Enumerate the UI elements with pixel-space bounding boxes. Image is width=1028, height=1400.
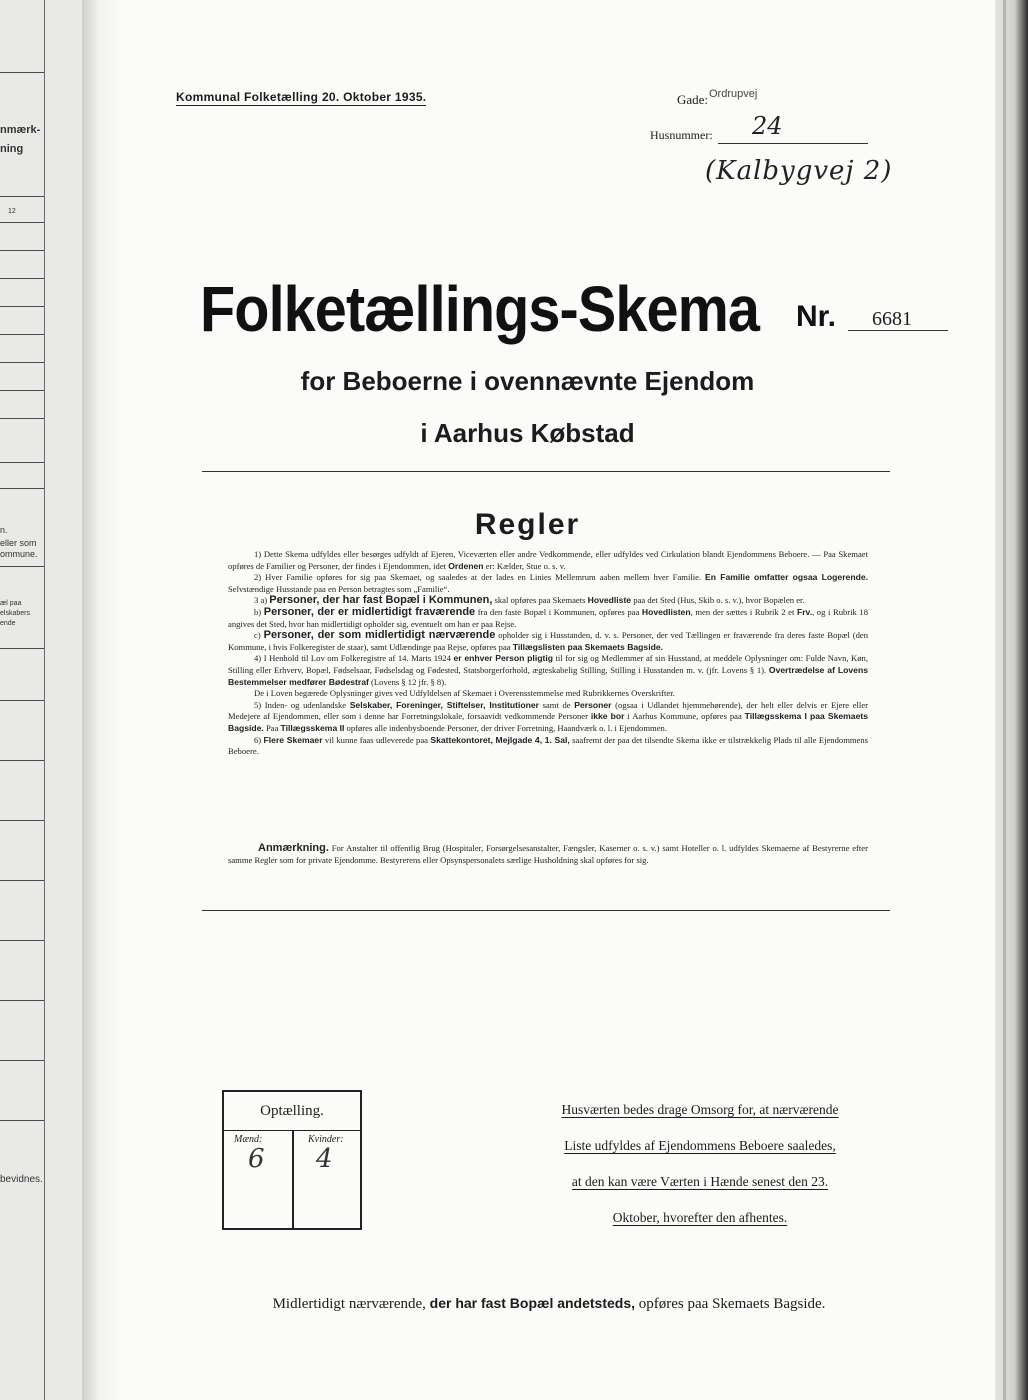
rule-3b: b) Personer, der er midlertidigt fraværende fra den faste Bopæl i Kommunen, opføres paa Hovedlisten, men der sættes i Rubrik 2 et Frv., og i Rubrik 18 angives det Sted, hvor han midlertidigt opholder sig, eventuelt om han er paa Rejse. xyxy=(228,605,869,629)
left-page-rule xyxy=(0,334,44,335)
left-page-rule xyxy=(0,222,44,223)
form-subtitle-city: i Aarhus Købstad xyxy=(420,418,635,448)
form-title: Folketællings-Skema xyxy=(200,273,760,345)
left-page-text: n. xyxy=(0,525,8,535)
handwritten-note: (Kalbygvej 2) xyxy=(705,156,893,186)
left-page-rule xyxy=(0,390,44,391)
left-page-text: ning xyxy=(0,143,24,155)
divider-rule xyxy=(202,471,890,472)
count-box xyxy=(222,1090,362,1230)
left-page-text: elskabers xyxy=(0,610,30,617)
count-title: Optælling. xyxy=(224,1092,360,1131)
left-page-rule xyxy=(0,306,44,307)
rule-4: 4) I Henhold til Lov om Folkeregistre af 14. Marts 1924 er enhver Person pligtig til for sig og Medlemmer af sin Husstand, at meddele Oplysninger om: Fulde Navn, Køn, Stilling eller Erhverv, Bopæl, Fødselsaar, Fødselsdag og Fødested, Statsborgerforhold, ægteskabelig Stilling, Stilling i Husstanden m. v. (jfr. Lovens § 1). Overtrædelse af Lovens Bestemmelser medfører Bødestraf (Lovens § 12 jfr. § 8). xyxy=(228,653,869,687)
left-page-rule xyxy=(0,700,44,701)
remark-text: Anmærkning. For Anstalter til offentlig Brug (Hospitaler, Forsørgelsesanstalter, Fængsler, Kaserner o. s. v.) samt Hoteller o. l. udfyldes Skemaerne af Bestyrerne efter samme Regler som for private Ejendomme. Bestyrerens eller Opsynspersonalets særlige Husholdning skal opføres for sig. xyxy=(228,842,868,865)
husnummer-label: Husnummer: xyxy=(650,128,713,142)
count-men-value: 6 xyxy=(248,1144,265,1174)
census-form-page xyxy=(120,0,995,1400)
form-number-value: 6681 xyxy=(872,308,912,330)
instruction-line: at den kan være Værten i Hænde senest den 23. xyxy=(571,1174,829,1189)
left-page-rule xyxy=(0,648,44,649)
left-page-rule xyxy=(0,566,44,567)
rules-heading: Regler xyxy=(474,508,581,541)
left-page-rule xyxy=(0,362,44,363)
divider-rule xyxy=(202,910,890,911)
left-page-rule xyxy=(0,278,44,279)
left-page-fragment xyxy=(0,0,82,1400)
count-women-value: 4 xyxy=(316,1144,333,1174)
rules-text xyxy=(228,549,868,758)
left-page-rule xyxy=(0,72,44,73)
count-men-label: Mænd: xyxy=(234,1134,263,1145)
rule-2: 2) Hver Familie opføres for sig paa Skemaet, og saaledes at der lades en Linies Mellemrum aaben mellem hver Familie. En Familie omfatter ogsaa Logerende. Selvstændige Husstande paa en Person betragtes som „Familie“. xyxy=(228,572,868,594)
left-page-rule xyxy=(0,250,44,251)
instruction-line: Oktober, hvorefter den afhentes. xyxy=(612,1210,788,1225)
form-number-label: Nr. xyxy=(796,300,837,333)
form-subtitle: for Beboerne i ovennævnte Ejendom xyxy=(300,366,755,396)
left-page-rule xyxy=(0,820,44,821)
left-page-rule xyxy=(0,196,44,197)
book-gutter xyxy=(82,0,120,1400)
left-page-rule xyxy=(0,760,44,761)
book-right-edge xyxy=(995,0,1028,1400)
left-page-text: æl paa xyxy=(0,600,22,607)
rule-3a: 3 a) Personer, der har fast Bopæl i Kommunen, skal opføres paa Skemaets Hovedliste paa det Sted (Hus, Skib o. s. v.), hvor Bopælen er. xyxy=(254,594,805,607)
left-page-rule xyxy=(0,1060,44,1061)
left-page-text: eller som xyxy=(0,538,37,548)
rule-5: 5) Inden- og udenlandske Selskaber, Foreninger, Stiftelser, Institutioner samt de Personer (ogsaa i Udlandet hjemmehørende), der helt eller delvis er Ejere eller Medejere af Ejendommen, eller som i denne har Forretningslokale, forsaavidt vedkommende Personer ikke bor i Aarhus Kommune, opføres paa Tillægsskema I paa Skemaets Bagside. Paa Tillægsskema II opføres alle indenbysboende Personer, der driver Forretning, Haandværk o. l. i Ejendommen. xyxy=(228,699,868,733)
remark-label: Anmærkning. xyxy=(258,842,329,854)
left-page-rule xyxy=(0,940,44,941)
gade-value: Ordrupvej xyxy=(709,88,758,100)
left-page-text: ommune. xyxy=(0,549,38,559)
page-edge-strip xyxy=(1003,0,1006,1400)
left-page-text: nmærk- xyxy=(0,124,41,136)
rule-3c: c) Personer, der som midlertidigt nærværende opholder sig i Husstanden, d. v. s. Personer, der ved Tællingen er fraværende fra deres faste Bopæl (den Kommune, i hvis Folkeregister de staar), samt Udlændinge paa Rejse, opføres paa Tillægslisten paa Skemaets Bagside. xyxy=(228,629,869,652)
rule-4-note: De i Loven begærede Oplysninger gives ved Udfyldelsen af Skemaet i Overensstemmelse med Rubrikkernes Overskrifter. xyxy=(254,688,675,699)
left-page-text: bevidnes. xyxy=(0,1174,43,1185)
husnummer-value: 24 xyxy=(752,112,783,140)
gade-label: Gade: xyxy=(677,92,709,107)
footer-note: Midlertidigt nærværende, der har fast Bopæl andetsteds, opføres paa Skemaets Bagside. xyxy=(272,1295,826,1312)
count-divider xyxy=(292,1130,294,1230)
left-page-rule xyxy=(0,880,44,881)
left-page-rule xyxy=(0,1000,44,1001)
left-page-rule xyxy=(0,488,44,489)
census-title: Kommunal Folketælling 20. Oktober 1935. xyxy=(176,90,427,104)
instruction-line: Husværten bedes drage Omsorg for, at nærværende xyxy=(561,1102,839,1117)
instruction-line: Liste udfyldes af Ejendommens Beboere saaledes, xyxy=(564,1138,836,1153)
left-page-text: 12 xyxy=(8,208,16,215)
left-page-rule xyxy=(0,462,44,463)
rule-1: 1) Dette Skema udfyldes eller besørges udfyldt af Ejeren, Viceværten eller andre Vedkommende, eller udfyldes ved Cirkulation blandt Ejendommens Beboere. — Paa Skemaet opføres de Familier og Personer, der findes i Ejendommen, idet Ordenen er: Kælder, Stue o. s. v. xyxy=(228,549,868,571)
left-page-text: ende xyxy=(0,620,16,627)
left-page-rule xyxy=(0,418,44,419)
left-page-margin-line xyxy=(44,0,45,1400)
husnummer-underline xyxy=(718,143,868,144)
rule-6: 6) Flere Skemaer vil kunne faas udleverede paa Skattekontoret, Mejlgade 4, 1. Sal, saafremt der paa det tilsendte Skema ikke er tilstrækkelig Plads til alle Ejendommens Beboere. xyxy=(228,734,869,757)
left-page-rule xyxy=(0,1120,44,1121)
count-women-label: Kvinder: xyxy=(308,1134,344,1145)
